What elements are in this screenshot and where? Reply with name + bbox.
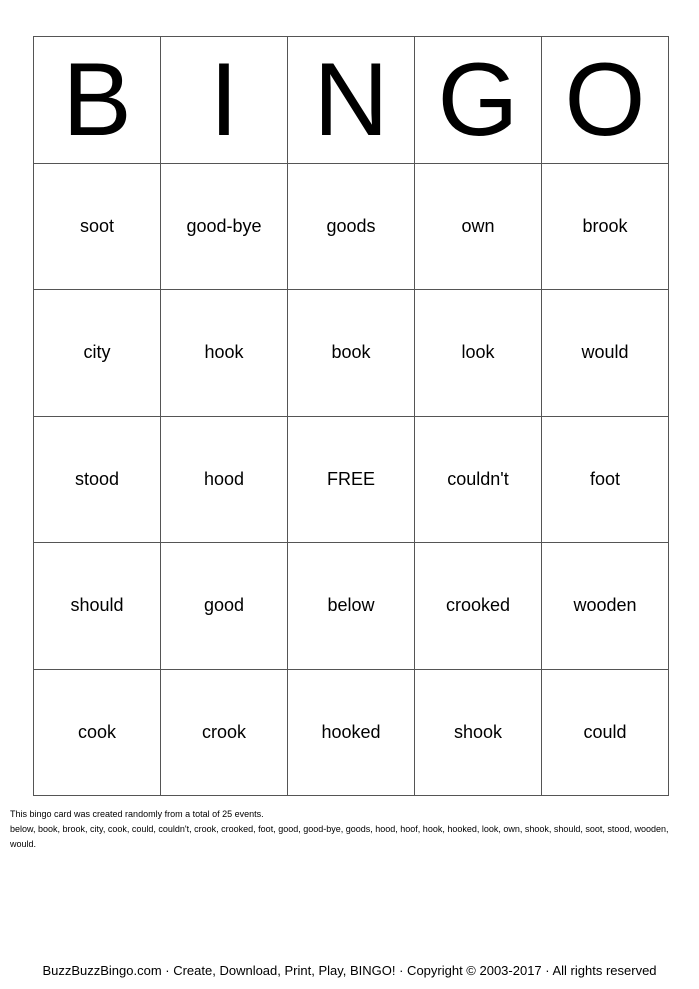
bingo-cell: brook xyxy=(542,163,669,290)
bingo-cell: crook xyxy=(161,669,288,796)
bingo-cell: cook xyxy=(34,669,161,796)
bingo-cell: foot xyxy=(542,416,669,543)
card-note xyxy=(10,807,690,852)
header-cell: N xyxy=(288,37,415,164)
header-cell: B xyxy=(34,37,161,164)
card-row xyxy=(34,290,669,417)
bingo-cell: hook xyxy=(161,290,288,417)
bingo-cell: soot xyxy=(34,163,161,290)
header-cell: I xyxy=(161,37,288,164)
bingo-cell: hooked xyxy=(288,669,415,796)
bingo-cell: good-bye xyxy=(161,163,288,290)
header-cell: G xyxy=(415,37,542,164)
bingo-cell: should xyxy=(34,543,161,670)
bingo-cell: below xyxy=(288,543,415,670)
note-line1: This bingo card was created randomly from a total of 25 events. xyxy=(10,809,264,819)
bingo-cell: own xyxy=(415,163,542,290)
header-cell: O xyxy=(542,37,669,164)
bingo-cell: would xyxy=(542,290,669,417)
bingo-cell: shook xyxy=(415,669,542,796)
bingo-cell: hood xyxy=(161,416,288,543)
bingo-cell: book xyxy=(288,290,415,417)
bingo-cell: FREE xyxy=(288,416,415,543)
bingo-cell: wooden xyxy=(542,543,669,670)
footer: BuzzBuzzBingo.com · Create, Download, Print, Play, BINGO! · Copyright © 2003-2017 · All rights reserved xyxy=(42,963,657,978)
bingo-cell: goods xyxy=(288,163,415,290)
bingo-card xyxy=(33,36,669,796)
card-row xyxy=(34,669,669,796)
bingo-cell: couldn't xyxy=(415,416,542,543)
note-word-list: below, book, brook, city, cook, could, couldn't, crook, crooked, foot, good, good-bye, goods, hood, hoof, hook, hooked, look, own, shook, should, soot, stood, wooden, would. xyxy=(10,824,669,849)
bingo-cell: crooked xyxy=(415,543,542,670)
bingo-cell: could xyxy=(542,669,669,796)
bingo-cell: look xyxy=(415,290,542,417)
bingo-cell: good xyxy=(161,543,288,670)
bingo-cell: city xyxy=(34,290,161,417)
header-row xyxy=(34,37,669,164)
card-row xyxy=(34,543,669,670)
bingo-cell: stood xyxy=(34,416,161,543)
card-row xyxy=(34,416,669,543)
card-row xyxy=(34,163,669,290)
